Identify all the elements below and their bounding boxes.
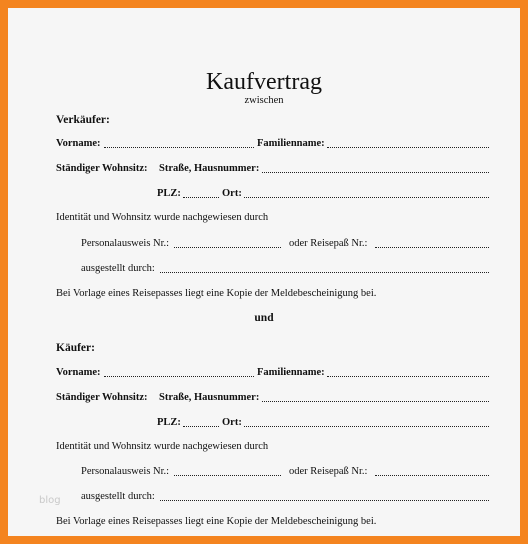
seller-identity-text: Identität und Wohnsitz wurde nachgewiesen durch	[56, 212, 269, 223]
buyer-heading: Käufer:	[56, 342, 95, 354]
document-subtitle: zwischen	[244, 95, 284, 106]
seller-ausgestellt-label: ausgestellt durch:	[81, 263, 155, 274]
buyer-reisepass-label: oder Reisepaß Nr.:	[289, 466, 368, 477]
document-title: Kaufvertrag	[206, 69, 322, 95]
buyer-ausweis-field[interactable]	[174, 475, 281, 476]
seller-ort-field[interactable]	[244, 197, 489, 198]
seller-vorname-field[interactable]	[104, 147, 254, 148]
buyer-ausweis-label: Personalausweis Nr.:	[81, 466, 170, 477]
buyer-ort-label: Ort:	[222, 417, 242, 428]
seller-reisepass-label: oder Reisepaß Nr.:	[289, 238, 368, 249]
connector-text: und	[254, 312, 274, 324]
buyer-vorname-label: Vorname:	[56, 367, 101, 378]
buyer-ort-field[interactable]	[244, 426, 489, 427]
buyer-ausgestellt-label: ausgestellt durch:	[81, 491, 155, 502]
buyer-strasse-field[interactable]	[262, 401, 489, 402]
buyer-ausgestellt-field[interactable]	[160, 500, 489, 501]
buyer-reisepass-field[interactable]	[375, 475, 489, 476]
buyer-note: Bei Vorlage eines Reisepasses liegt eine Kopie der Meldebescheinigung bei.	[56, 516, 377, 527]
seller-ort-label: Ort:	[222, 188, 242, 199]
seller-familienname-label: Familienname:	[257, 138, 325, 149]
buyer-plz-label: PLZ:	[157, 417, 181, 428]
seller-ausweis-label: Personalausweis Nr.:	[81, 238, 170, 249]
seller-vorname-label: Vorname:	[56, 138, 101, 149]
buyer-familienname-label: Familienname:	[257, 367, 325, 378]
seller-familienname-field[interactable]	[327, 147, 489, 148]
seller-heading: Verkäufer:	[56, 114, 110, 126]
buyer-wohnsitz-label: Ständiger Wohnsitz:	[56, 392, 148, 403]
buyer-familienname-field[interactable]	[327, 376, 489, 377]
buyer-plz-field[interactable]	[183, 426, 219, 427]
seller-strasse-label: Straße, Hausnummer:	[159, 163, 260, 174]
seller-plz-field[interactable]	[183, 197, 219, 198]
buyer-strasse-label: Straße, Hausnummer:	[159, 392, 260, 403]
seller-plz-label: PLZ:	[157, 188, 181, 199]
seller-ausgestellt-field[interactable]	[160, 272, 489, 273]
buyer-identity-text: Identität und Wohnsitz wurde nachgewiesen durch	[56, 441, 269, 452]
seller-ausweis-field[interactable]	[174, 247, 281, 248]
watermark: blog	[39, 495, 61, 506]
seller-wohnsitz-label: Ständiger Wohnsitz:	[56, 163, 148, 174]
seller-strasse-field[interactable]	[262, 172, 489, 173]
seller-note: Bei Vorlage eines Reisepasses liegt eine Kopie der Meldebescheinigung bei.	[56, 288, 377, 299]
buyer-vorname-field[interactable]	[104, 376, 254, 377]
contract-document	[8, 8, 520, 536]
seller-reisepass-field[interactable]	[375, 247, 489, 248]
